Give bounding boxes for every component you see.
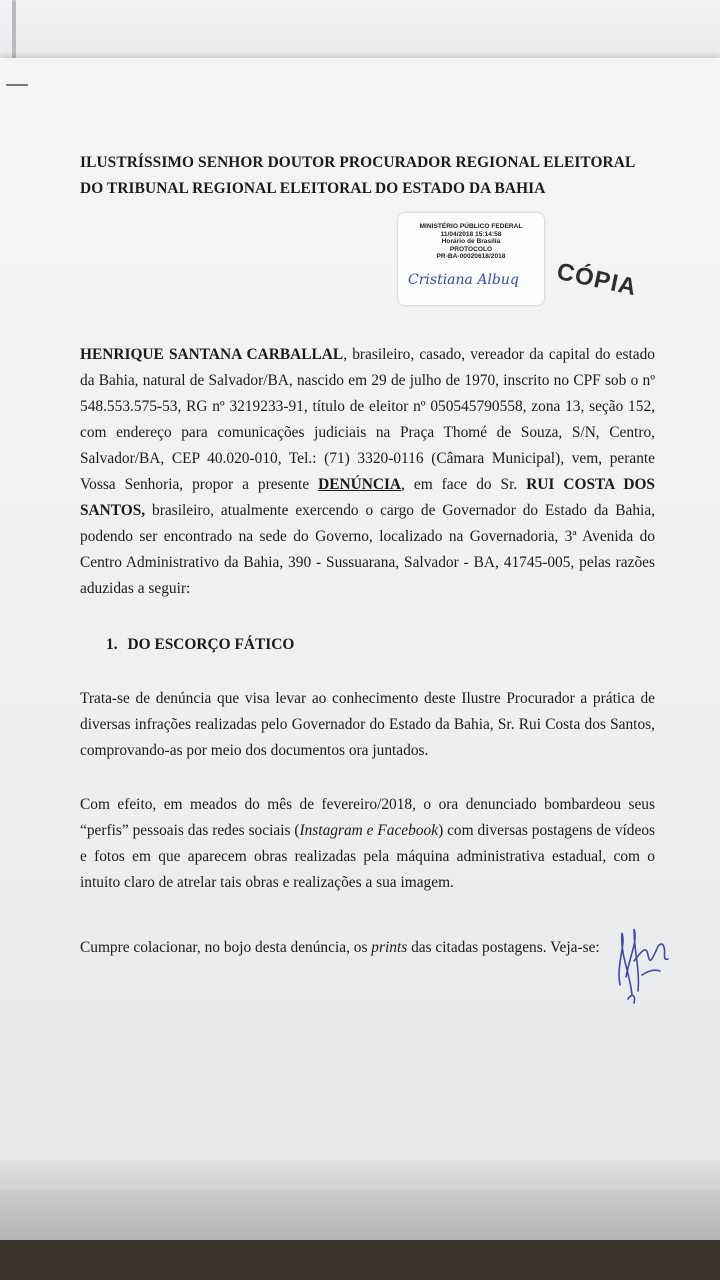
paragraph-2 <box>80 792 655 896</box>
heading-line-2: DO TRIBUNAL REGIONAL ELEITORAL DO ESTADO DA BAHIA <box>80 180 546 197</box>
accused-name: RUI COSTA DOS SANTOS, <box>80 476 655 519</box>
copy-mark: CÓPIA <box>554 258 640 302</box>
paragraph-3-italic: prints <box>371 939 408 956</box>
lower-sheet <box>0 1160 720 1190</box>
paragraph-2-text-1: Com efeito, em meados do mês de fevereiro/2018, o ora denunciado bombardeou seus “perfis” pessoais das redes sociais ( <box>80 796 655 839</box>
margin-mark <box>6 84 28 86</box>
section-heading <box>106 636 294 654</box>
heading-line-1: ILUSTRÍSSIMO SENHOR DOUTOR PROCURADOR REGIONAL ELEITORAL <box>80 154 636 171</box>
intro-paragraph <box>80 342 655 602</box>
section-number: 1. <box>106 636 118 653</box>
intro-text-2: , em face do Sr. <box>401 476 527 493</box>
paragraph-3-text-1: Cumpre colacionar, no bojo desta denúncia, os <box>80 939 372 956</box>
plaintiff-name: HENRIQUE SANTANA CARBALLAL <box>80 346 344 363</box>
intro-text-1: , brasileiro, casado, vereador da capital do estado da Bahia, natural de Salvador/BA, nascido em 29 de julho de 1970, inscrito no CPF sob o nº 548.553.575-53, RG nº 3219233-91, título de eleitor nº 050545790558, zona 13, seção 152, com endereço para comunicações judiciais na Praça Thomé de Souza, S/N, Centro, Salvador/BA, CEP 40.020-010, Tel.: (71) 3320-0116 (Câmara Municipal), vem, perante Vossa Senhoria, propor a presente <box>80 346 655 493</box>
stamp-line-5: PR-BA-00020618/2018 <box>436 253 506 261</box>
handwritten-signature <box>612 915 672 1005</box>
paragraph-2-text-2: ) com diversas postagens de vídeos e fotos em que aparecem obras realizadas pela máquina administrativa estadual, com o intuito claro de atrelar tais obras e realizações a sua imagem. <box>80 822 655 891</box>
paragraph-3-text-2: das citadas postagens. Veja-se: <box>407 939 600 956</box>
lower-sheet-2 <box>0 1190 720 1240</box>
paragraph-2-italic: Instagram e Facebook <box>299 822 439 839</box>
stamp-line-3: Horário de Brasília <box>441 238 501 246</box>
protocol-stamp <box>398 213 544 305</box>
stamp-line-2: 11/04/2018 15:14:58 <box>440 230 502 238</box>
stamp-line-1: MINISTÉRIO PÚBLICO FEDERAL <box>419 223 523 230</box>
paragraph-3 <box>80 935 625 961</box>
document-heading <box>80 150 655 202</box>
sheet-edge <box>12 0 16 62</box>
stamp-signature: Cristiana Albuq <box>408 272 519 288</box>
denuncia-label: DENÚNCIA <box>318 476 402 493</box>
stamp-line-4: PROTOCOLO <box>449 245 493 253</box>
intro-text-3: brasileiro, atualmente exercendo o cargo de Governador do Estado da Bahia, podendo ser encontrado na sede do Governo, localizado na Governadoria, 3ª Avenida do Centro Administrativo da Bahia, 390 - Sussuarana, Salvador - BA, 41745-005, pelas razões aduzidas a seguir: <box>80 502 655 597</box>
section-title: DO ESCORÇO FÁTICO <box>127 636 295 653</box>
paragraph-1: Trata-se de denúncia que visa levar ao conhecimento deste Ilustre Procurador a prática de diversas infrações realizadas pelo Governador do Estado da Bahia, Sr. Rui Costa dos Santos, comprovando-as por meio dos documentos ora juntados. <box>80 690 655 759</box>
table-surface <box>0 1240 720 1280</box>
